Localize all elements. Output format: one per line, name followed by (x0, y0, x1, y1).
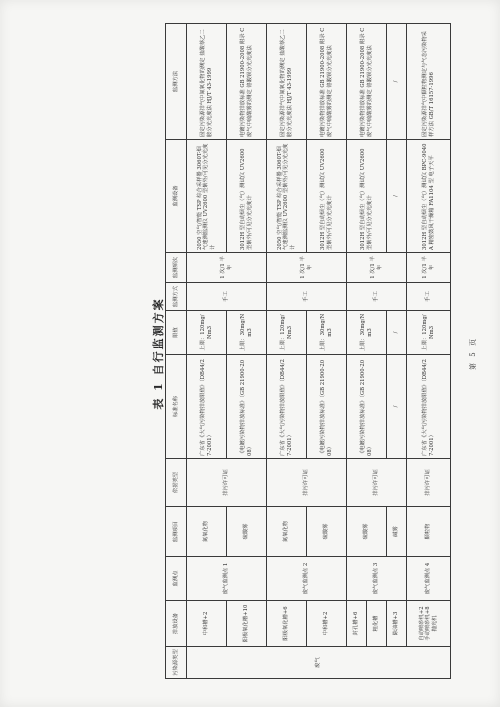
page-number: 第 5 页 (469, 337, 477, 370)
freq-cell: 1 次/1 半年 (187, 253, 267, 283)
item-cell: 氮氧化物 (187, 507, 227, 557)
method-cell: / (387, 24, 407, 140)
header-cell: 监测设备 (166, 140, 187, 253)
table-title: 表 1 自行监测方案 (152, 297, 165, 410)
device-cell: 2050 空气/智能 TSP 综合采样器 3060T-烟气速测监测仪 UV2600 型紫外/可见分光光度计 (267, 140, 307, 253)
basis-cell: 排污许可证 (187, 459, 267, 507)
method-cell: 固定污染源排气中氮氧化物的测定 盐酸萘乙二胺分光光度法 HJ/T 43-1999 (187, 24, 227, 140)
standard-cell: / (387, 355, 407, 459)
limit-cell: 上限：120mg/Nm3 (267, 311, 307, 355)
equipment-cell: 粗化槽 (367, 601, 387, 647)
header-cell: 标准名称 (166, 355, 187, 459)
mode-cell: 手工 (347, 283, 407, 311)
point-cell: 废气监测点 1 (187, 557, 267, 601)
table-row (347, 24, 367, 679)
source-type-cell: 废气 (187, 647, 451, 679)
limit-cell: 上限：120mg/Nm3 (407, 311, 451, 355)
equipment-cell: 封孔槽+6 (347, 601, 367, 647)
basis-cell: 排污许可证 (347, 459, 407, 507)
item-cell: 硫酸雾 (227, 507, 267, 557)
limit-cell: 上限：30mg/Nm3 (227, 311, 267, 355)
equipment-cell: 中和槽+2 (187, 601, 227, 647)
limit-cell: 上限：120mg/Nm3 (187, 311, 227, 355)
header-row (166, 24, 187, 679)
limit-cell: 上限：30mg/Nm3 (307, 311, 347, 355)
header-cell: 监测方式 (166, 283, 187, 311)
basis-cell: 排污许可证 (407, 459, 451, 507)
item-cell: 碱雾 (387, 507, 407, 557)
point-cell: 废气监测点 2 (267, 557, 347, 601)
table-row (407, 24, 451, 679)
header-cell: 监测频次 (166, 253, 187, 283)
freq-cell: 1 次/1 半年 (407, 253, 451, 283)
standard-cell: 广东省《大气污染物排放限值》（DB44/27-2001） (187, 355, 227, 459)
standard-cell: 《电镀污染物排放标准》（GB 21900-2008） (347, 355, 387, 459)
header-cell: 排放设备 (166, 601, 187, 647)
standard-cell: 广东省《大气污染物排放限值》（DB44/27-2001） (407, 355, 451, 459)
device-cell: 3012H 型自动烟尘（气）测试仪 UV2600 型紫外/可见分光光度计 (227, 140, 267, 253)
equipment-cell: 除油槽+3 (387, 601, 407, 647)
method-cell: 电镀污染物排放标准 GB 21900-2008 附录 C 废气中硫酸雾的测定 铬酸钡分光光度法 (227, 24, 267, 140)
table-row (267, 24, 307, 679)
method-cell: 固定污染源排气中氮氧化物的测定 盐酸萘乙二胺分光光度法 HJ/T 43-1999 (267, 24, 307, 140)
device-cell: 3012H 型自动烟尘（气）测试仪 UV2600 型紫外/可见分光光度计 (347, 140, 387, 253)
equipment-cell: 阳极氧化槽+6 (267, 601, 307, 647)
limit-cell: 上限：30mg/Nm3 (347, 311, 387, 355)
point-cell: 废气监测点 4 (407, 557, 451, 601)
standard-cell: 《电镀污染物排放标准》（GB 21900-2008） (227, 355, 267, 459)
method-cell: 电镀污染物排放标准 GB 21900-2008 附录 C 废气中硫酸雾的测定 铬酸钡分光光度法 (307, 24, 347, 140)
header-cell: 污染源类型 (166, 647, 187, 679)
device-cell: 3012H 型自动烟尘（气）测试仪 BPC-9040A 精密鼓风干燥箱 FA1104 型 电子天平 (407, 140, 451, 253)
mode-cell: 手工 (187, 283, 267, 311)
item-cell: 硫酸雾 (347, 507, 387, 557)
limit-cell: / (387, 311, 407, 355)
freq-cell: 1 次/1 半年 (347, 253, 407, 283)
header-cell: 限值 (166, 311, 187, 355)
equipment-cell: 阳极氧化槽+10 (227, 601, 267, 647)
header-cell: 依据类型 (166, 459, 187, 507)
header-cell: 监测项目 (166, 507, 187, 557)
item-cell: 硫酸雾 (307, 507, 347, 557)
device-cell: 2050 空气/智能 TSP 综合采样器 3060T-烟气速测监测仪 UV2600 型紫外/可见分光光度计 (187, 140, 227, 253)
freq-cell: 1 次/1 半年 (267, 253, 347, 283)
item-cell: 氮氧化物 (267, 507, 307, 557)
device-cell: / (387, 140, 407, 253)
item-cell: 颗粒物 (407, 507, 451, 557)
method-cell: 电镀污染物排放标准 GB 21900-2008 附录 C 废气中硫酸雾的测定 铬酸钡分光光度法 (347, 24, 387, 140)
standard-cell: 《电镀污染物排放标准》（GB 21900-2008） (307, 355, 347, 459)
method-cell: 固定污染源排气中颗粒物测定与气态污染物采样方法 GB/T 16157-1996 (407, 24, 451, 140)
equipment-cell: 自动喷砂机+2 手动喷砂机+8 抛光机 (407, 601, 451, 647)
standard-cell: 广东省《大气污染物排放限值》（DB44/27-2001） (267, 355, 307, 459)
point-cell: 废气监测点 3 (347, 557, 407, 601)
monitoring-plan-table (165, 23, 451, 679)
basis-cell: 排污许可证 (267, 459, 347, 507)
header-cell: 监测点 (166, 557, 187, 601)
equipment-cell: 中和槽+2 (307, 601, 347, 647)
device-cell: 3012H 型自动烟尘（气）测试仪 UV2600 型紫外/可见分光光度计 (307, 140, 347, 253)
mode-cell: 手工 (407, 283, 451, 311)
table-row (187, 24, 227, 679)
mode-cell: 手工 (267, 283, 347, 311)
header-cell: 监测方法 (166, 24, 187, 140)
